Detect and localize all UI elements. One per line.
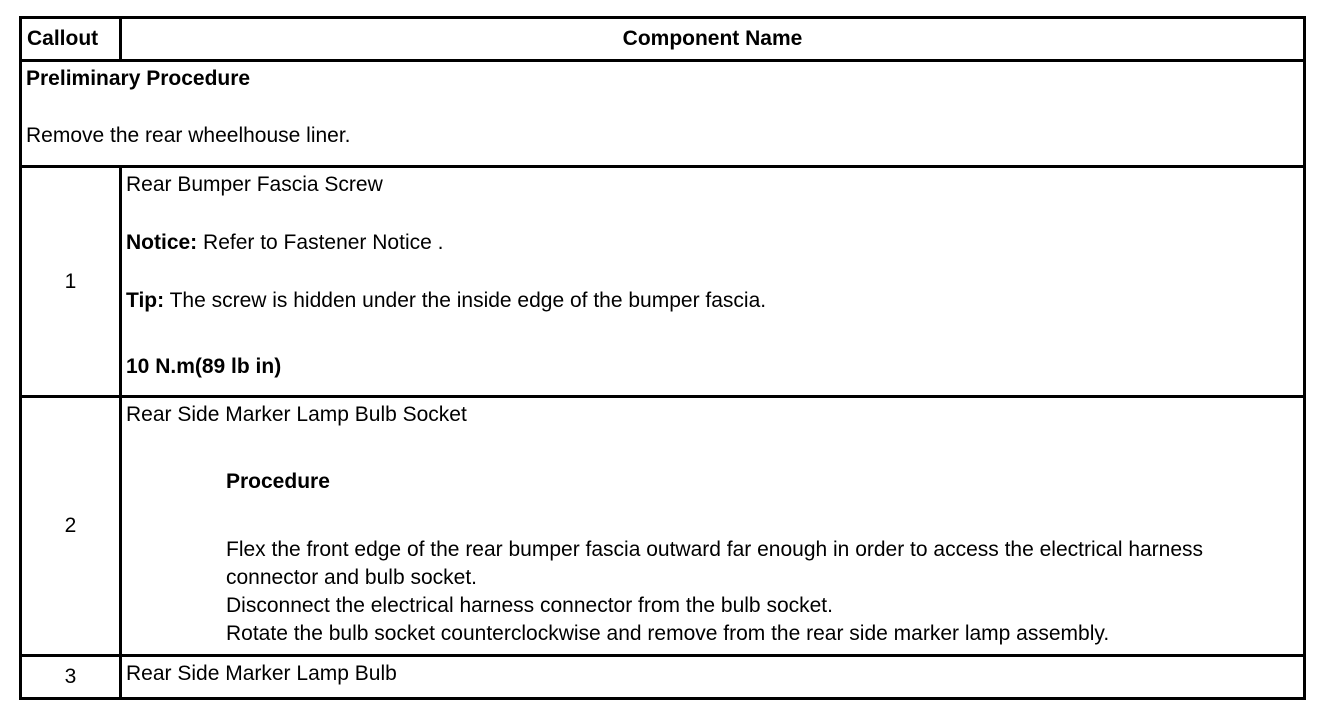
callout-number: 3 — [21, 656, 121, 699]
component-name: Rear Bumper Fascia Screw — [126, 173, 383, 196]
tip-label: Tip: — [126, 289, 165, 312]
table-row — [21, 167, 1305, 397]
component-name: Rear Side Marker Lamp Bulb — [126, 662, 397, 685]
callout-number: 1 — [21, 167, 121, 397]
preliminary-title: Preliminary Procedure — [26, 67, 251, 90]
table-row — [21, 656, 1305, 699]
procedure-step: Rotate the bulb socket counterclockwise and remove from the rear side marker lamp assembly. — [226, 622, 1110, 645]
procedure-step: Disconnect the electrical harness connector from the bulb socket. — [226, 594, 833, 617]
preliminary-row — [21, 61, 1305, 167]
procedure-table — [19, 16, 1306, 700]
preliminary-text: Remove the rear wheelhouse liner. — [26, 124, 351, 147]
torque-spec: 10 N.m(89 lb in) — [126, 355, 282, 378]
notice-label: Notice: — [126, 231, 198, 254]
procedure-label: Procedure — [226, 470, 330, 493]
notice-text: Refer to Fastener Notice . — [197, 231, 444, 254]
component-name: Rear Side Marker Lamp Bulb Socket — [126, 403, 467, 426]
procedure-step: Flex the front edge of the rear bumper fascia outward far enough in order to access the electrical harness connector and bulb socket. — [226, 538, 1204, 589]
component-name-header: Component Name — [121, 18, 1305, 61]
tip-text: The screw is hidden under the inside edge of the bumper fascia. — [164, 289, 767, 312]
table-row — [21, 397, 1305, 656]
header-row — [21, 18, 1305, 61]
notice-line — [126, 229, 1298, 257]
tip-line — [126, 287, 1298, 315]
callout-header: Callout — [21, 18, 121, 61]
callout-number: 2 — [21, 397, 121, 656]
